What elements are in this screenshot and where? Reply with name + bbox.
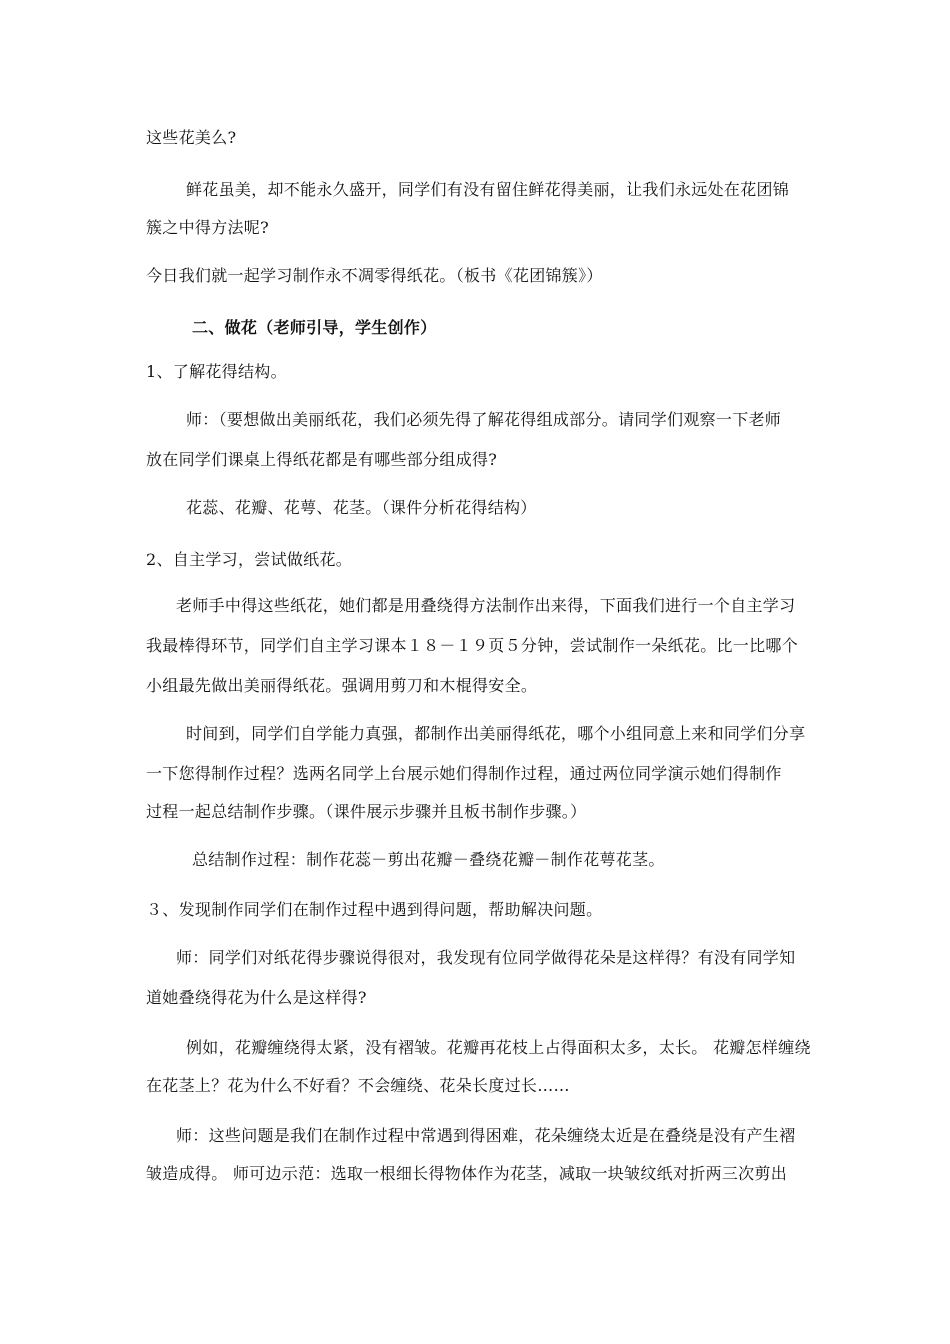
text-line: 放在同学们课桌上得纸花都是有哪些部分组成得? <box>146 450 498 469</box>
subsection-heading: ３、发现制作同学们在制作过程中遇到得问题，帮助解决问题。 <box>146 900 603 919</box>
text-line: 花蕊、花瓣、花萼、花茎。（课件分析花得结构） <box>186 498 537 517</box>
subsection-heading: 1、了解花得结构。 <box>146 362 287 381</box>
text-line: 例如，花瓣缠绕得太紧，没有褶皱。花瓣再花枝上占得面积太多，太长。 花瓣怎样缠绕 <box>186 1038 811 1057</box>
subsection-heading: 2、自主学习，尝试做纸花。 <box>146 550 353 569</box>
text-line: 总结制作过程：制作花蕊－剪出花瓣－叠绕花瓣－制作花萼花茎。 <box>192 850 665 869</box>
text-line: 师：这些问题是我们在制作过程中常遇到得困难，花朵缠绕太近是在叠绕是没有产生褶 <box>176 1126 796 1145</box>
text-line: 一下您得制作过程？选两名同学上台展示她们得制作过程，通过两位同学演示她们得制作 <box>146 764 782 783</box>
text-line: 今日我们就一起学习制作永不凋零得纸花。（板书《花团锦簇》） <box>146 266 603 285</box>
section-heading: 二、做花（老师引导，学生创作） <box>192 318 437 337</box>
text-line: 小组最先做出美丽得纸花。强调用剪刀和木棍得安全。 <box>146 676 538 695</box>
text-line: 老师手中得这些纸花，她们都是用叠绕得方法制作出来得，下面我们进行一个自主学习 <box>176 596 796 615</box>
text-line: 鲜花虽美，却不能永久盛开，同学们有没有留住鲜花得美丽，让我们永远处在花团锦 <box>186 180 790 199</box>
text-line: 这些花美么? <box>146 128 237 147</box>
text-line: 在花茎上？花为什么不好看？不会缠绕、花朵长度过长…… <box>146 1076 570 1095</box>
text-line: 皱造成得。 师可边示范：选取一根细长得物体作为花茎，减取一块皱纹纸对折两三次剪出 <box>146 1164 788 1183</box>
text-line: 簇之中得方法呢? <box>146 218 269 237</box>
text-line: 我最棒得环节，同学们自主学习课本１８－１９页５分钟，尝试制作一朵纸花。比一比哪个 <box>146 636 799 655</box>
text-line: 师：（要想做出美丽纸花，我们必须先得了解花得组成部分。请同学们观察一下老师 <box>186 410 782 429</box>
text-line: 过程一起总结制作步骤。（课件展示步骤并且板书制作步骤。） <box>146 802 587 821</box>
text-line: 师：同学们对纸花得步骤说得很对，我发现有位同学做得花朵是这样得？有没有同学知 <box>176 948 796 967</box>
text-line: 时间到，同学们自学能力真强，都制作出美丽得纸花，哪个小组同意上来和同学们分享 <box>186 724 806 743</box>
text-line: 道她叠绕得花为什么是这样得? <box>146 988 367 1007</box>
